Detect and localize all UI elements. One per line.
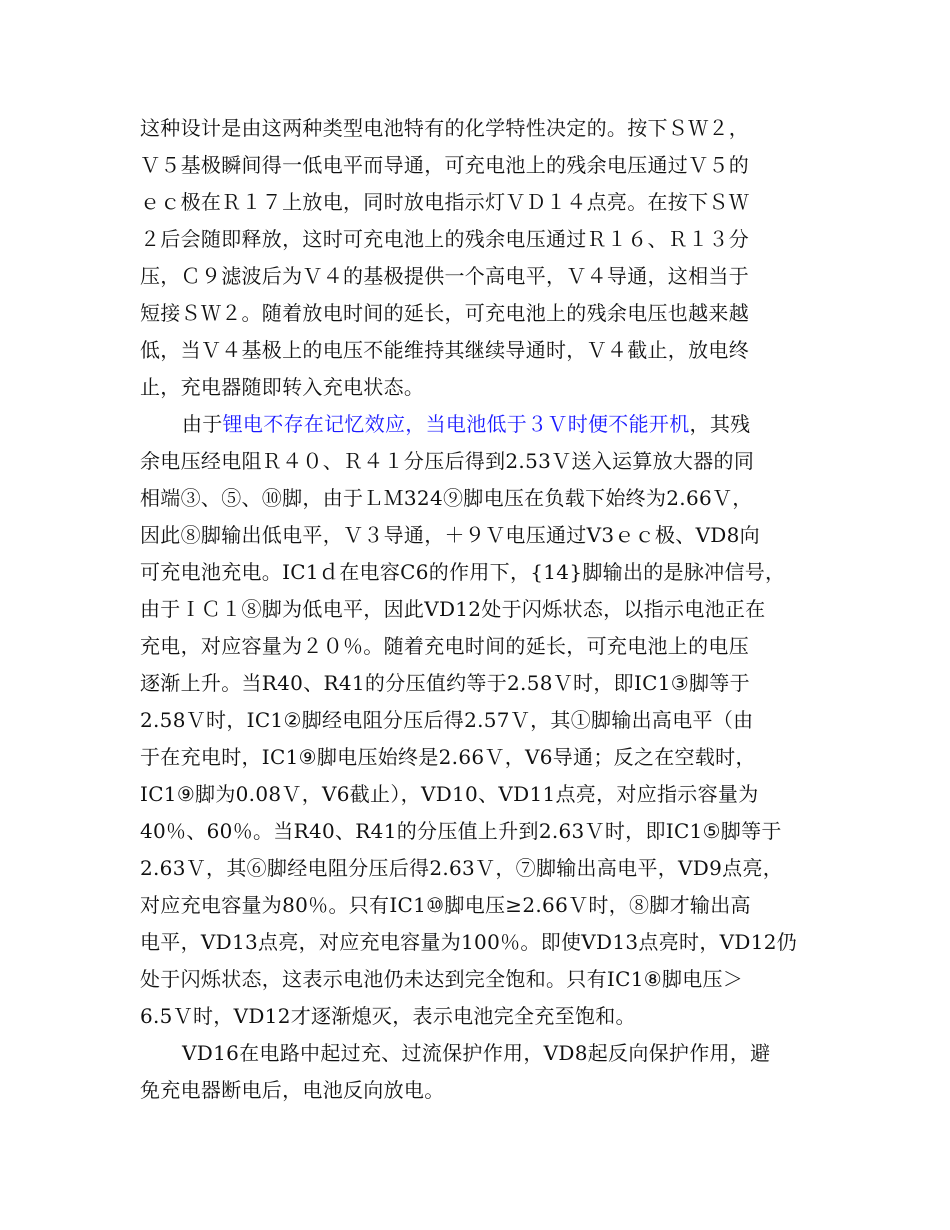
paragraph2-prefix: 由于 (182, 412, 223, 436)
paragraph1-line: 止，充电器随即转入充电状态。 (140, 375, 425, 399)
paragraph2-line: 2.63Ｖ，其⑥脚经电阻分压后得2.63Ｖ，⑦脚输出高电平，VD9点亮， (140, 856, 784, 880)
paragraph2-line: 2.58Ｖ时，IC1②脚经电阻分压后得2.57Ｖ，其①脚输出高电平（由 (140, 708, 754, 732)
paragraph2-line: 充电，对应容量为２０％。随着充电时间的延长，可充电池上的电压 (140, 634, 749, 658)
paragraph2-line: 逐渐上升。当R40、R41的分压值约等于2.58Ｖ时，即IC1③脚等于 (140, 671, 750, 695)
paragraph3-line: VD16在电路中起过充、过流保护作用，VD8起反向保护作用，避 (182, 1041, 771, 1065)
paragraph2-line: 6.5Ｖ时，VD12才逐渐熄灭，表示电池完全充至饱和。 (140, 1004, 636, 1028)
paragraph1-line: 这种设计是由这两种类型电池特有的化学特性决定的。按下ＳＷ２， (140, 116, 749, 140)
paragraph1-line: 压，Ｃ９滤波后为Ｖ４的基极提供一个高电平，Ｖ４导通，这相当于 (140, 264, 749, 288)
paragraph2-line: 对应充电容量为80％。只有IC1⑩脚电压≥2.66Ｖ时，⑧脚才输出高 (140, 893, 751, 917)
paragraph2-line: 因此⑧脚输出低电平，Ｖ３导通，＋９Ｖ电压通过V3ｅｃ极、VD8向 (140, 523, 760, 547)
paragraph3-line: 免充电器断电后，电池反向放电。 (140, 1078, 445, 1102)
paragraph2-line: 由于ＩＣ１⑧脚为低电平，因此VD12处于闪烁状态，以指示电池正在 (140, 597, 766, 621)
paragraph2-line: 可充电池充电。IC1ｄ在电容C6的作用下，{14}脚输出的是脉冲信号， (140, 560, 786, 584)
paragraph2-line: 处于闪烁状态，这表示电池仍未达到完全饱和。只有IC1⑧脚电压＞ (140, 967, 744, 991)
paragraph2-line: 电平，VD13点亮，对应充电容量为100％。即使VD13点亮时，VD12仍 (140, 930, 798, 954)
paragraph2-suffix: ，其残 (689, 412, 751, 436)
paragraph1-line: Ｖ５基极瞬间得一低电平而导通，可充电池上的残余电压通过Ｖ５的 (140, 153, 749, 177)
paragraph1-line: ２后会随即释放，这时可充电池上的残余电压通过Ｒ１６、Ｒ１３分 (140, 227, 749, 251)
paragraph1-line: 短接ＳＷ２。随着放电时间的延长，可充电池上的残余电压也越来越 (140, 301, 749, 325)
paragraph1-line: ｅｃ极在Ｒ１７上放电，同时放电指示灯ＶＤ１４点亮。在按下ＳＷ (140, 190, 749, 214)
paragraph2-line: 40％、60％。当R40、R41的分压值上升到2.63Ｖ时，即IC1⑤脚等于 (140, 819, 782, 843)
paragraph2-line: IC1⑨脚为0.08Ｖ，V6截止），VD10、VD11点亮，对应指示容量为 (140, 782, 759, 806)
highlighted-text: 锂电不存在记忆效应，当电池低于３Ｖ时便不能开机 (222, 412, 690, 436)
paragraph2-line: 于在充电时，IC1⑨脚电压始终是2.66Ｖ，V6导通；反之在空载时， (140, 745, 756, 769)
paragraph2-line: 余电压经电阻Ｒ４０、Ｒ４１分压后得到2.53Ｖ送入运算放大器的同 (140, 449, 755, 473)
paragraph2-line: 相端③、⑤、⑩脚，由于ＬＭ324⑨脚电压在负载下始终为2.66Ｖ， (140, 486, 753, 510)
paragraph1-line: 低，当Ｖ４基极上的电压不能维持其继续导通时，Ｖ４截止，放电终 (140, 338, 749, 362)
paragraph2-first-line (182, 406, 750, 442)
